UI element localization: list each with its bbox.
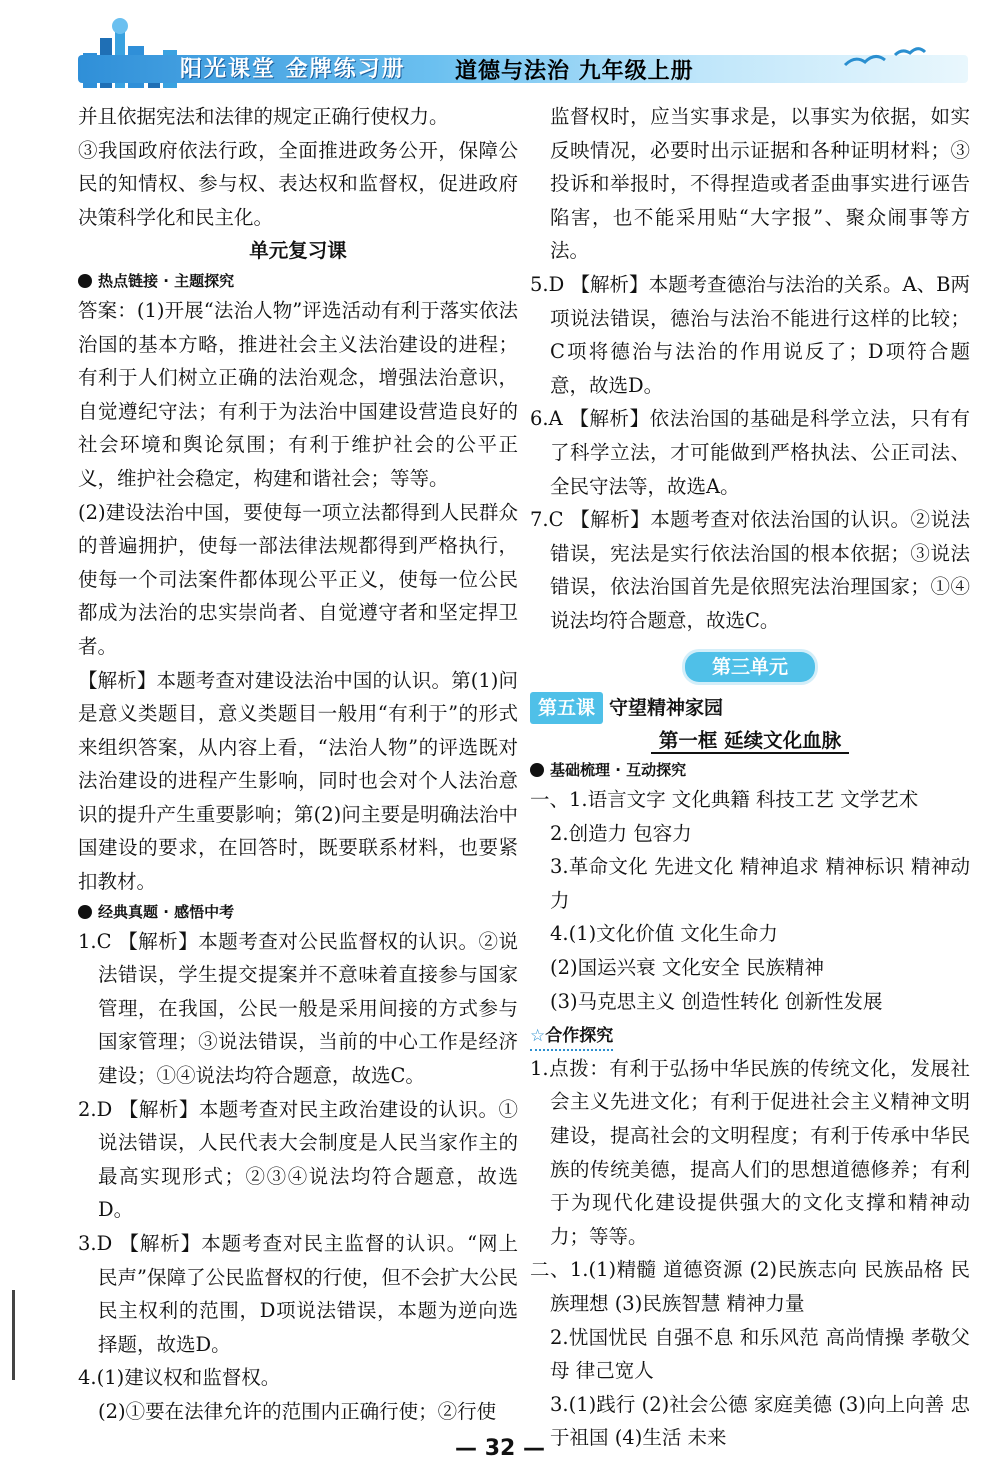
paragraph: 3.(1)践行 (2)社会公德 家庭美德 (3)向上向善 忠于祖国 (4)生活 未来 — [550, 1392, 970, 1450]
paragraph: 1.点拨：有利于弘扬中华民族的传统文化，发展社会主义先进文化；有利于促进社会主义精神文明建设，提高社会的文明程度；有利于传承中华民族的传统美德，提高人们的思想道德修养；有利于为现代化建设提供强大的文化支撑和精神动力；等等。 — [530, 1056, 970, 1248]
section-bullet-icon — [78, 274, 92, 288]
paragraph: (3)马克思主义 创造性转化 创新性发展 — [550, 989, 883, 1013]
coop-heading — [530, 1023, 613, 1051]
paragraph: 监督权时，应当实事求是，以事实为依据，如实反映情况，必要时出示证据和各种证明材料；③投诉和举报时，不得捏造或者歪曲事实进行诬告陷害，也不能采用贴“大字报”、聚众闹事等方法。 — [550, 105, 970, 263]
book-brand: 阳光课堂 金牌练习册 — [180, 57, 406, 82]
left-column — [78, 100, 518, 1429]
paragraph: 5.D 【解析】本题考查德治与法治的关系。A、B两项说法错误，德治与法治不能进行这样的比较；C项将德治与法治的作用说反了；D项符合题意，故选D。 — [530, 272, 970, 397]
paragraph: 1.C 【解析】本题考查对公民监督权的认识。②说法错误，学生提交提案并不意味着直接参与国家管理，在我国，公民一般是采用间接的方式参与国家管理；③说法错误，当前的中心工作是经济建设；①④说法均符合题意，故选C。 — [78, 929, 518, 1088]
unit-badge: 第三单元 — [685, 652, 815, 682]
margin-line — [12, 1290, 15, 1380]
paragraph: 一、1.语言文字 文化典籍 科技工艺 文学艺术 — [530, 788, 919, 812]
paragraph: (2)国运兴衰 文化安全 民族精神 — [550, 956, 825, 980]
section-bullet-icon — [530, 763, 544, 777]
section-heading-text: 热点链接 · 主题探究 — [98, 271, 235, 290]
section-heading — [78, 899, 518, 925]
section-heading-text: 基础梳理 · 互动探究 — [550, 761, 687, 780]
coop-heading-text: 合作探究 — [545, 1026, 614, 1047]
section-title: 单元复习课 — [249, 239, 347, 263]
paragraph: 4.(1)建议权和监督权。 — [78, 1366, 281, 1390]
paragraph: 7.C 【解析】本题考查对依法治国的认识。②说法错误，宪法是实行依法治国的根本依据；③说法错误，依法治国首先是依照宪法治理国家；①④说法均符合题意，故选C。 — [530, 508, 970, 632]
paragraph: 3.D 【解析】本题考查对民主监督的认识。“网上民声”保障了公民监督权的行使，但不会扩大公民民主权利的范围，D项说法错误，本题为逆向选择题，故选D。 — [78, 1232, 518, 1356]
page-number: — 32 — — [455, 1436, 545, 1461]
section-bullet-icon — [78, 905, 92, 919]
paragraph: 答案：(1)开展“法治人物”评选活动有利于落实依法治国的基本方略，推进社会主义法治建设的进程；有利于人们树立正确的法治观念，增强法治意识，自觉遵纪守法；有利于为法治中国建设营造良好的社会环境和舆论氛围；有利于维护社会的公平正义，维护社会稳定，构建和谐社会；等等。 — [78, 298, 518, 490]
paragraph: 【解析】本题考查对建设法治中国的认识。第(1)问是意义类题目，意义类题目一般用“有利于”的形式来组织答案，从内容上看，“法治人物”的评选既对法治建设的进程产生影响，同时也会对个人法治意识的提升产生重要影响；第(2)问主要是明确法治中国建设的要求，在回答时，既要联系材料，也要紧扣教材。 — [78, 668, 518, 894]
paragraph: 2.D 【解析】本题考查对民主政治建设的认识。①说法错误，人民代表大会制度是人民当家作主的最高实现形式；②③④说法均符合题意，故选D。 — [78, 1097, 518, 1222]
paragraph: (2)建设法治中国，要使每一项立法都得到人民群众的普遍拥护，使每一部法律法规都得到严格执行，使每一个司法案件都体现公平正义，使每一位公民都成为法治的忠实崇尚者、自觉遵守者和坚定捍卫者。 — [78, 500, 518, 658]
paragraph: ③我国政府依法行政，全面推进政务公开，保障公民的知情权、参与权、表达权和监督权，促进政府决策科学化和民主化。 — [78, 138, 518, 229]
paragraph: (2)①要在法律允许的范围内正确行使；②行使 — [98, 1399, 497, 1423]
paragraph: 3.革命文化 先进文化 精神追求 精神标识 精神动力 — [550, 855, 970, 912]
section-heading — [530, 757, 970, 783]
section-heading — [78, 268, 518, 294]
paragraph: 6.A 【解析】依法治国的基础是科学立法，只有有了科学立法，才可能做到严格执法、公正司法、全民守法等，故选A。 — [530, 407, 970, 498]
right-column — [530, 100, 970, 1455]
section-heading-text: 经典真题 · 感悟中考 — [98, 902, 235, 921]
frame-title-text: 第一框 延续文化血脉 — [651, 729, 849, 754]
birds-icon — [840, 40, 930, 80]
paragraph: 二、1.(1)精髓 道德资源 (2)民族志向 民族品格 民族理想 (3)民族智慧 精神力量 — [530, 1258, 970, 1315]
page-header — [0, 0, 1000, 100]
paragraph: 4.(1)文化价值 文化生命力 — [550, 922, 778, 946]
lesson-name: 守望精神家园 — [609, 696, 724, 719]
paragraph: 2.忧国忧民 自强不息 和乐风范 高尚情操 孝敬父母 律己宽人 — [550, 1325, 970, 1383]
frame-title — [530, 724, 970, 758]
lesson-tag: 第五课 — [530, 692, 603, 724]
paragraph: 2.创造力 包容力 — [550, 821, 692, 845]
lesson-title — [530, 692, 970, 724]
book-subject: 道德与法治 九年级上册 — [455, 59, 694, 84]
paragraph: 并且依据宪法和法律的规定正确行使权力。 — [78, 105, 449, 128]
star-icon: ☆ — [530, 1026, 546, 1047]
